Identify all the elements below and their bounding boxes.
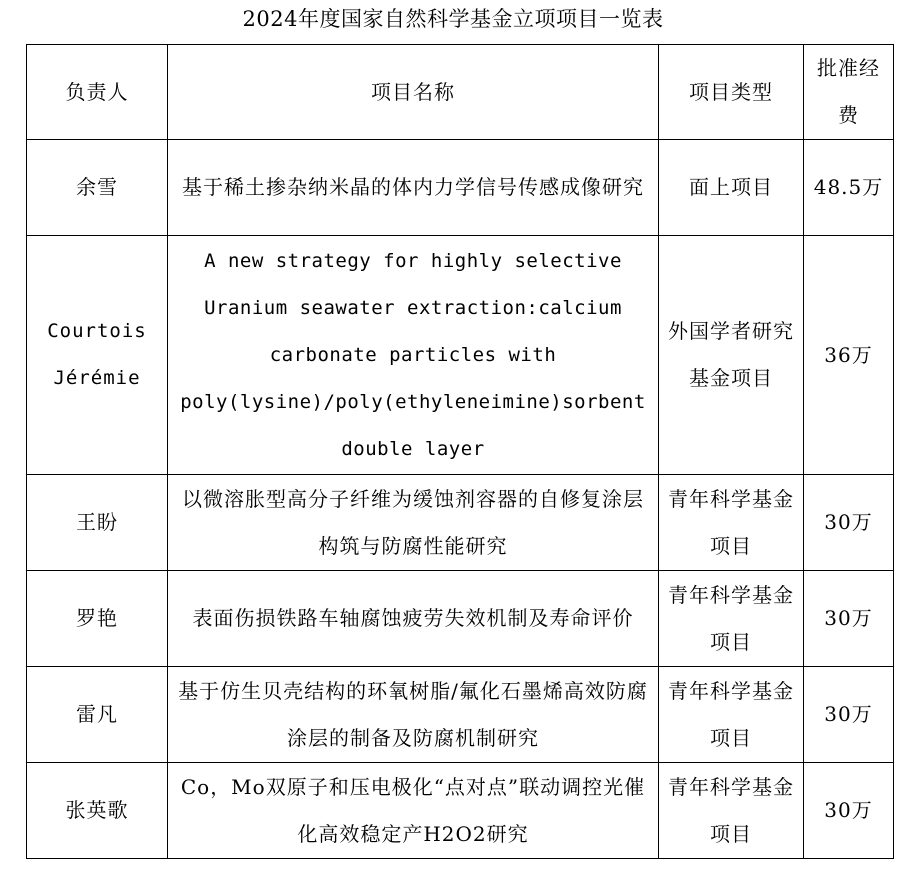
- table-row: [27, 667, 894, 763]
- cell-project-name: 以微溶胀型高分子纤维为缓蚀剂容器的自修复涂层构筑与防腐性能研究: [168, 475, 659, 571]
- cell-project-type: 青年科学基金项目: [659, 763, 804, 859]
- cell-leader: 王盼: [27, 475, 168, 571]
- cell-project-name: 表面伤损铁路车轴腐蚀疲劳失效机制及寿命评价: [168, 571, 659, 667]
- cell-project-type: 青年科学基金项目: [659, 475, 804, 571]
- cell-project-type: 青年科学基金项目: [659, 571, 804, 667]
- table-header-row: [27, 45, 894, 140]
- table-row: [27, 475, 894, 571]
- table-row: [27, 571, 894, 667]
- cell-project-type: 外国学者研究基金项目: [659, 236, 804, 475]
- table-row: [27, 140, 894, 236]
- cell-funding: 30万: [804, 475, 894, 571]
- cell-funding: 36万: [804, 236, 894, 475]
- cell-project-name: 基于仿生贝壳结构的环氧树脂/氟化石墨烯高效防腐涂层的制备及防腐机制研究: [168, 667, 659, 763]
- cell-leader: Courtois Jérémie: [27, 236, 168, 475]
- cell-funding: 48.5万: [804, 140, 894, 236]
- cell-project-name: 基于稀土掺杂纳米晶的体内力学信号传感成像研究: [168, 140, 659, 236]
- page-title: 2024年度国家自然科学基金立项项目一览表: [242, 7, 664, 31]
- header-funding: 批准经费: [804, 45, 894, 140]
- cell-leader: 余雪: [27, 140, 168, 236]
- cell-leader: 罗艳: [27, 571, 168, 667]
- cell-funding: 30万: [804, 667, 894, 763]
- cell-project-type: 面上项目: [659, 140, 804, 236]
- cell-leader: 雷凡: [27, 667, 168, 763]
- cell-leader: 张英歌: [27, 763, 168, 859]
- table-row: [27, 236, 894, 475]
- cell-funding: 30万: [804, 571, 894, 667]
- header-leader: 负责人: [27, 45, 168, 140]
- cell-project-type: 青年科学基金项目: [659, 667, 804, 763]
- cell-project-name: A new strategy for highly selective Uranium seawater extraction:calcium carbonate particles with poly(lysine)/poly(ethyleneimine)sorbent double layer: [168, 236, 659, 475]
- header-project-type: 项目类型: [659, 45, 804, 140]
- grant-table: [26, 44, 894, 859]
- cell-project-name: Co，Mo双原子和压电极化“点对点”联动调控光催化高效稳定产H2O2研究: [168, 763, 659, 859]
- cell-funding: 30万: [804, 763, 894, 859]
- table-row: [27, 763, 894, 859]
- header-project-name: 项目名称: [168, 45, 659, 140]
